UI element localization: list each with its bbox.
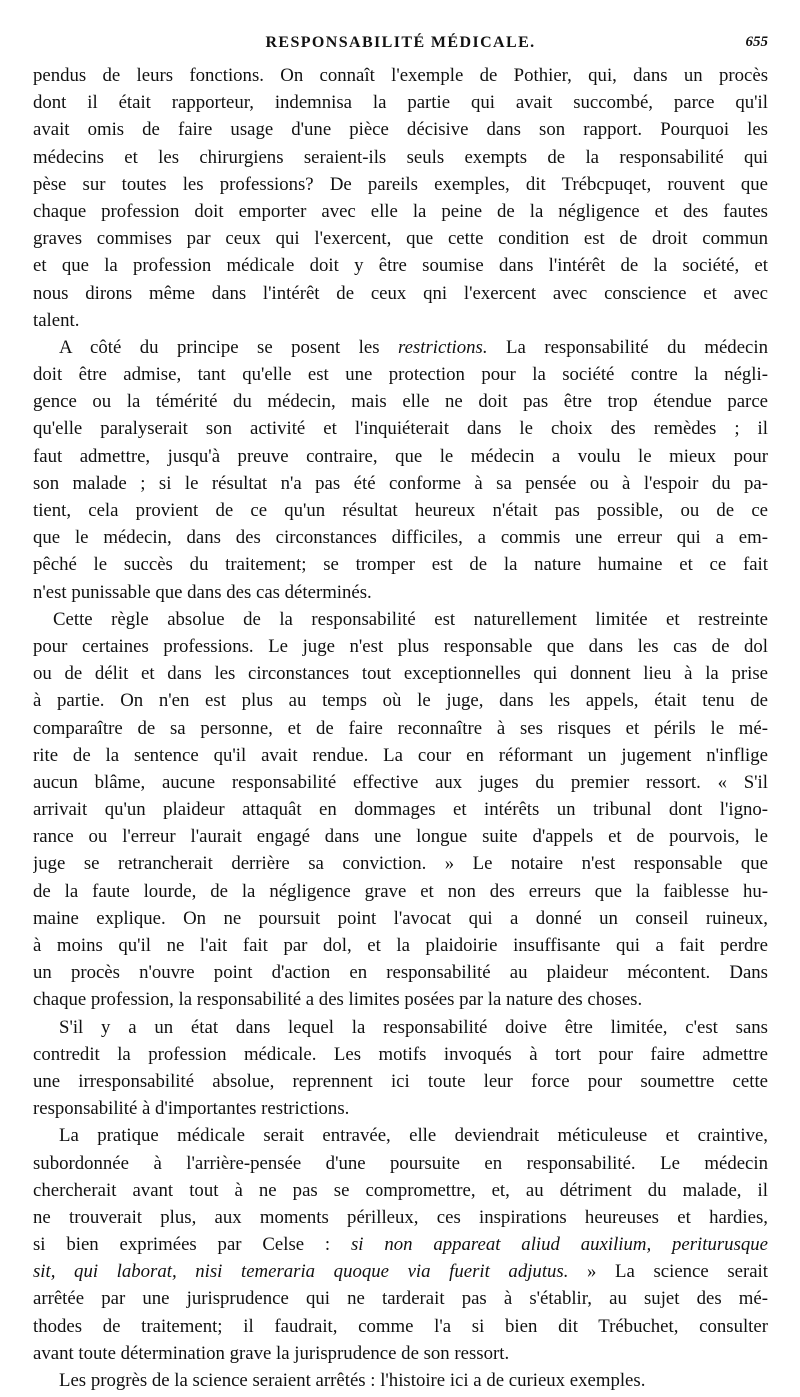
text-line	[33, 334, 768, 361]
paragraph-1	[33, 62, 768, 334]
text-line: chercherait avant tout à ne pas se compromettre, et, au détriment du malade, il	[33, 1179, 768, 1201]
text-line	[33, 1231, 768, 1258]
text-line: gence ou la témérité du médecin, mais elle ne doit pas être trop étendue parce	[33, 391, 768, 413]
text-line: dont il était rapporteur, indemnisa la partie qui avait succombé, parce qu'il	[33, 92, 768, 114]
page-number: 655	[745, 34, 768, 50]
paragraph-3	[33, 606, 768, 1014]
text-line: pêché le succès du traitement; se tromper est de la nature humaine et ce fait	[33, 554, 768, 576]
text-run: » La science serait	[568, 1261, 768, 1283]
latin-quotation: sit, qui laborat, nisi temeraria quoque via fuerit adjutus.	[33, 1261, 569, 1283]
text-line: une irresponsabilité absolue, reprennent ici toute leur force pour soumettre cette	[33, 1070, 768, 1092]
text-line	[33, 1258, 768, 1285]
text-line: subordonnée à l'arrière-pensée d'une poursuite en responsabilité. Le médecin	[33, 1152, 768, 1174]
text-line: La pratique médicale serait entravée, elle deviendrait méticuleuse et craintive,	[59, 1125, 768, 1147]
text-line: arrivait qu'un plaideur attaquât en dommages et intérêts un tribunal dont l'igno-	[33, 799, 768, 821]
text-line: à partie. On n'en est plus au temps où le juge, dans les appels, était tenu de	[33, 690, 768, 712]
paragraph-5	[33, 1122, 768, 1367]
text-line: avant toute détermination grave la jurisprudence de son ressort.	[33, 1342, 510, 1364]
text-line: à moins qu'il ne l'ait fait par dol, et la plaidoirie insuffisante qui a fait perdre	[33, 935, 768, 956]
text-line: n'est punissable que dans des cas déterminés.	[33, 581, 372, 603]
text-line: aucun blâme, aucune responsabilité effective aux juges du premier ressort. « S'il	[33, 771, 768, 793]
text-line: faut admettre, jusqu'à preuve contraire, que le médecin a voulu le mieux pour	[33, 445, 768, 467]
text-line: doit être admise, tant qu'elle est une protection pour la société contre la négli-	[33, 364, 768, 386]
text-line: arrêtée par une jurisprudence qui ne tarderait pas à s'établir, au sujet des mé-	[33, 1288, 768, 1310]
text-line: avait omis de faire usage d'une pièce décisive dans son rapport. Pourquoi les	[33, 119, 768, 141]
text-line: pèse sur toutes les professions? De pareils exemples, dit Trébcpuqet, rouvent que	[33, 173, 768, 195]
text-line: de la faute lourde, de la négligence grave et non des erreurs que la faiblesse hu-	[33, 880, 768, 902]
text-run: La responsabilité du médecin	[487, 336, 768, 358]
text-line: graves commises par ceux qui l'exercent, que cette condition est de droit commun	[33, 228, 768, 250]
running-title: RESPONSABILITÉ MÉDICALE.	[265, 34, 536, 51]
text-line: talent.	[33, 309, 80, 331]
text-line: qu'elle paralyserait son activité et l'inquiéterait dans le choix des remèdes ; il	[33, 418, 768, 440]
text-line: S'il y a un état dans lequel la responsabilité doive être limitée, c'est sans	[59, 1016, 768, 1038]
text-line: son malade ; si le résultat n'a pas été conforme à sa pensée ou à l'espoir du pa-	[33, 472, 768, 494]
text-line: maine explique. On ne poursuit point l'avocat qui a donné un conseil ruineux,	[33, 907, 768, 929]
text-line: thodes de traitement; il faudrait, comme l'a si bien dit Trébuchet, consulter	[33, 1315, 768, 1337]
text-line: Les progrès de la science seraient arrêtés : l'histoire ici a de curieux exemples.	[59, 1370, 646, 1391]
text-line: chaque profession, la responsabilité a des limites posées par la nature des choses.	[33, 989, 643, 1011]
text-line: juge se retrancherait derrière sa conviction. » Le notaire n'est responsable que	[33, 853, 768, 875]
latin-quotation: si non appareat aliud auxilium, periturusque	[350, 1234, 768, 1256]
text-line: rite de la sentence qu'il avait rendue. La cour en réformant un jugement n'inflige	[33, 744, 768, 766]
text-line: nous dirons même dans l'intérêt de ceux qni l'exercent avec conscience et avec	[33, 282, 768, 304]
text-line: médecins et les chirurgiens seraient-ils seuls exempts de la responsabilité qui	[33, 146, 768, 168]
text-run: si bien exprimées par Celse :	[33, 1234, 351, 1256]
text-line: pendus de leurs fonctions. On connaît l'exemple de Pothier, qui, dans un procès	[33, 65, 768, 86]
italic-term: restrictions.	[398, 336, 488, 358]
text-line: chaque profession doit emporter avec elle la peine de la négligence et des fautes	[33, 200, 768, 222]
text-line: responsabilité à d'importantes restrictions.	[33, 1098, 350, 1120]
text-line: Cette règle absolue de la responsabilité est naturellement limitée et restreinte	[53, 608, 768, 630]
text-line: que le médecin, dans des circonstances difficiles, a commis une erreur qui a em-	[33, 527, 768, 549]
text-line: pour certaines professions. Le juge n'est plus responsable que dans les cas de dol	[33, 635, 768, 657]
text-line: tient, cela provient de ce qu'un résultat heureux n'était pas possible, ou de ce	[33, 500, 768, 521]
text-run: A côté du principe se posent les	[59, 336, 398, 358]
text-line: un procès n'ouvre point d'action en responsabilité au plaideur mécontent. Dans	[33, 962, 768, 984]
text-line: ne trouverait plus, aux moments périlleux, ces inspirations heureuses et hardies,	[33, 1206, 768, 1228]
text-line: contredit la profession médicale. Les motifs invoqués à tort pour faire admettre	[33, 1043, 768, 1065]
text-line: rance ou l'erreur l'aurait engagé dans une longue suite d'appels et de pourvois, le	[33, 826, 768, 848]
text-line: comparaître de sa personne, et de faire reconnaître à ses risques et périls le mé-	[33, 717, 768, 739]
paragraph-4	[33, 1014, 768, 1123]
paragraph-2	[33, 334, 768, 606]
text-line: et que la profession médicale doit y être soumise dans l'intérêt de la société, et	[33, 255, 768, 277]
text-line: ou de délit et dans les circonstances tout exceptionnelles qui donnent lieu à la prise	[33, 663, 768, 685]
paragraph-6	[33, 1367, 768, 1394]
running-head	[33, 34, 768, 58]
text-body	[33, 62, 768, 1394]
